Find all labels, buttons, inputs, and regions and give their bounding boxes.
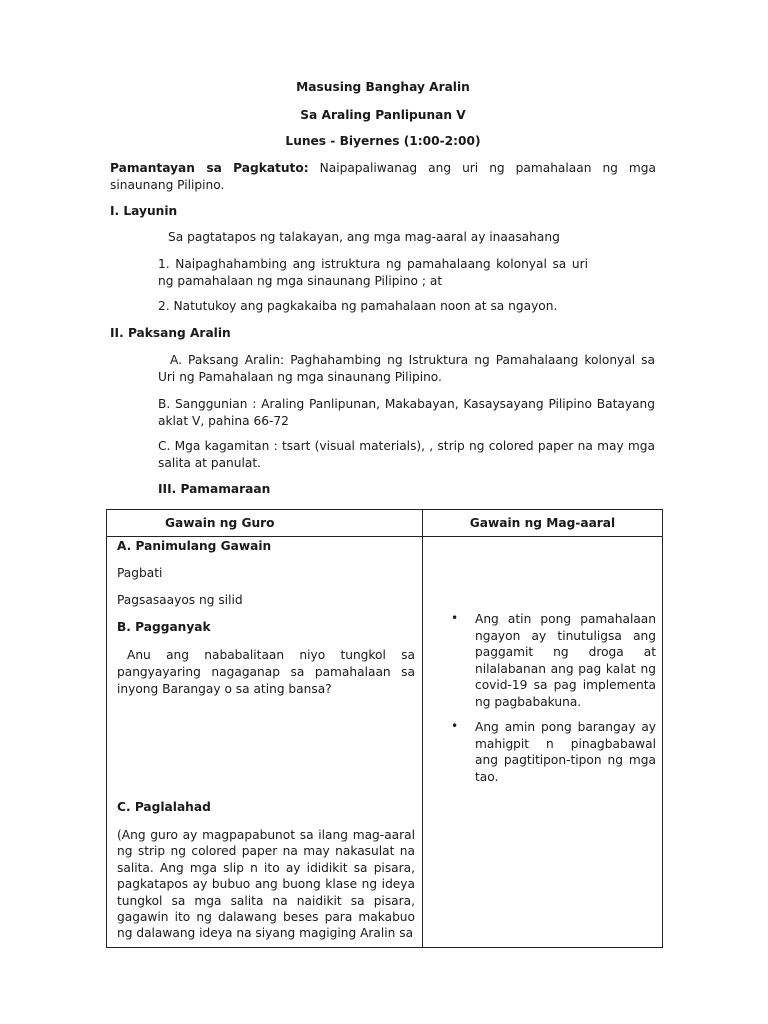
student-response: Ang amin pong barangay ay mahigpit n pinagbabawal ang pagtitipon-tipon ng mga tao.	[475, 720, 656, 784]
document-title: Masusing Banghay Aralin	[296, 80, 470, 94]
subject-matter-heading: II. Paksang Aralin	[110, 326, 231, 340]
activity-b-heading: B. Pagganyak	[117, 620, 211, 634]
student-response: Ang atin pong pamahalaan ngayon ay tinutuligsa ang paggamit ng droga at nilalabanan ang pag kalat ng covid-19 sa pag implementa ng pagbabakuna.	[475, 612, 656, 709]
learning-standard-text: Naipapaliwanag ang uri ng pamahalaan ng mga sinaunang Pilipino.	[110, 161, 656, 192]
procedure-table	[106, 509, 663, 948]
learning-standard-label: Pamantayan sa Pagkatuto:	[110, 161, 309, 175]
table-header-row	[107, 510, 663, 537]
learning-standard	[110, 160, 656, 194]
teacher-activity-cell	[107, 537, 423, 948]
objectives-intro: Sa pagtatapos ng talakayan, ang mga mag-aaral ay inaasahang	[168, 230, 560, 244]
procedure-heading: III. Pamamaraan	[158, 482, 271, 496]
bullet-icon: •	[451, 719, 459, 733]
objectives-heading: I. Layunin	[110, 204, 178, 218]
activity-b-text: Anu ang nababalitaan niyo tungkol sa pangyayaring nagaganap sa pamahalaan sa inyong Barangay o sa ating bansa?	[117, 648, 415, 696]
student-activity-cell	[423, 537, 663, 948]
subject-matter-item: A. Paksang Aralin: Paghahambing ng Istruktura ng Pamahalaang kolonyal sa Uri ng Pamahalaan ng mga sinaunang Pilipino.	[158, 353, 655, 384]
table-row	[107, 537, 663, 948]
activity-a-item: Pagsasaayos ng silid	[117, 593, 243, 607]
document-schedule: Lunes - Biyernes (1:00-2:00)	[285, 134, 481, 148]
subject-matter-item: C. Mga kagamitan : tsart (visual materials), , strip ng colored paper na may mga salita at panulat.	[158, 439, 655, 470]
bullet-icon: •	[451, 611, 459, 625]
activity-c-heading: C. Paglalahad	[117, 800, 211, 814]
activity-a-heading: A. Panimulang Gawain	[117, 539, 272, 553]
document-subject: Sa Araling Panlipunan V	[300, 108, 466, 122]
activity-a-item: Pagbati	[117, 566, 163, 580]
objective-item: 2. Natutukoy ang pagkakaiba ng pamahalaan noon at sa ngayon.	[158, 299, 558, 313]
column-header-teacher: Gawain ng Guro	[107, 510, 423, 537]
objective-item: 1. Naipaghahambing ang istruktura ng pamahalaang kolonyal sa uri ng pamahalaan ng mga sinaunang Pilipino ; at	[158, 257, 588, 288]
column-header-student: Gawain ng Mag-aaral	[423, 510, 663, 537]
subject-matter-item: B. Sanggunian : Araling Panlipunan, Makabayan, Kasaysayang Pilipino Batayang aklat V, pahina 66-72	[158, 397, 655, 428]
activity-c-text: (Ang guro ay magpapabunot sa ilang mag-aaral ng strip ng colored paper na may nakasulat na salita. Ang mga slip n ito ay ididikit sa pisara, pagkatapos ay bubuo ang buong klase ng ideya tungkol sa mga salita na naidikit sa pisara, gagawin ito ng dalawang beses para makabuo ng dalawang ideya na siyang magiging Aralin sa	[117, 828, 415, 941]
